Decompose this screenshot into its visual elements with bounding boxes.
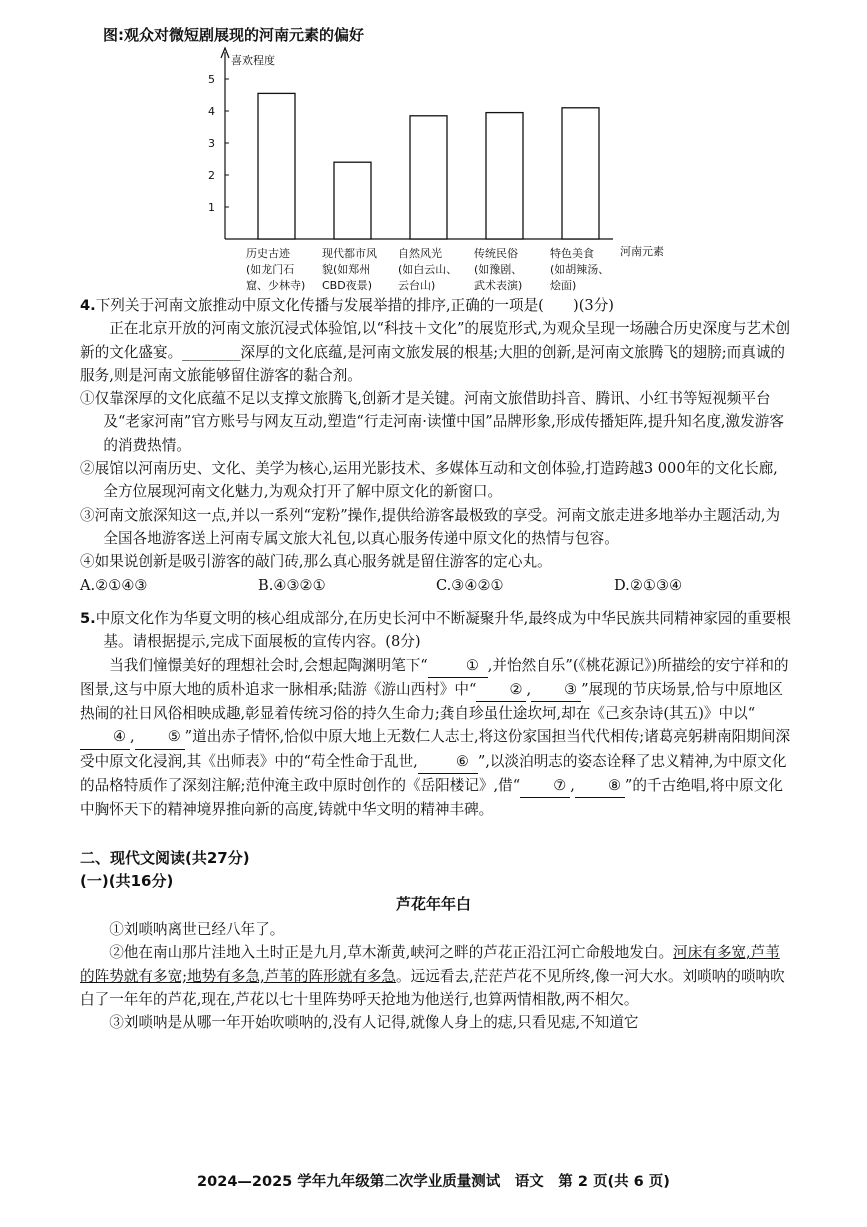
passage-text: 。远远看去,茫茫芦花不见所终,像一河大水。刘唢呐的唢呐吹白了一年年的芦花,现在,芦花以七十里阵势呼天抢地为他送行,也算两情相散,两不相欠。 <box>80 967 785 1008</box>
bar <box>410 116 447 239</box>
passage-title: 芦花年年白 <box>395 895 471 913</box>
y-tick-label: 2 <box>208 169 215 182</box>
x-tick-label: 窟、少林寺) <box>246 279 306 292</box>
x-tick-label: 云台山) <box>398 279 436 292</box>
blank-6[interactable]: ⑥ <box>418 750 478 774</box>
blank-4[interactable]: ④ <box>80 725 130 749</box>
passage-text: ”展现的节庆场景,恰与中原地区热闹的社日风俗相映成趣,彰显着传统习俗的持久生命力;龚自珍虽仕途坎坷,却在《己亥杂诗(其五)》中以“ <box>80 680 783 723</box>
x-tick-label: 武术表演) <box>474 279 523 292</box>
passage-text: 当我们憧憬美好的理想社会时,会想起陶渊明笔下“ <box>109 656 428 674</box>
bar <box>334 162 371 239</box>
choice-d[interactable]: D.②①③④ <box>614 576 683 594</box>
passage-text: ,并怡然自乐”(《桃花源记》)所描绘的安宁祥和的图景,这与中原大地的质朴追求一脉相承;陆游《游山西村》中“ <box>80 656 789 698</box>
question-5 <box>80 607 792 822</box>
x-tick-label: (如白云山、 <box>398 263 458 276</box>
bar <box>258 93 295 239</box>
x-tick-label: 貌(如郑州 <box>322 263 371 276</box>
paragraph-1: ①刘唢呐离世已经八年了。 <box>109 921 285 938</box>
blank-8[interactable]: ⑧ <box>575 774 625 798</box>
choice-a[interactable]: A.②①④③ <box>80 576 148 594</box>
choice-c[interactable]: C.③④②① <box>436 576 504 594</box>
x-tick-label: 烩面) <box>550 279 577 292</box>
question-number: 5. <box>80 610 96 627</box>
passage-text: ②他在南山那片洼地入土时正是九月,草木渐黄,峡河之畔的芦花正沿江河亡命般地发白。 <box>109 944 674 962</box>
passage-text: ”,以淡泊明志的姿态诠释了忠义精神,为中原文化的品格特质作了深刻注解;范仲淹主政中原时创作的《岳阳楼记》,借“ <box>80 752 787 795</box>
x-tick-label: CBD夜景) <box>322 279 372 292</box>
subsection-heading: (一)(共16分) <box>80 872 174 890</box>
bar <box>562 108 599 239</box>
y-tick-label: 3 <box>208 137 215 150</box>
x-tick-label: 特色美食 <box>550 247 594 260</box>
x-tick-label: 历史古迹 <box>246 247 290 260</box>
reading-passage <box>80 918 792 1034</box>
y-tick-label: 5 <box>208 73 215 86</box>
answer-choices <box>80 574 792 597</box>
bar <box>486 113 523 239</box>
sentence-4: ④如果说创新是吸引游客的敲门砖,那么真心服务就是留住游客的定心丸。 <box>80 553 552 571</box>
question-stem: 下列关于河南文旅推动中原文化传播与发展举措的排序,正确的一项是( )(3分) <box>95 297 614 314</box>
blank-2[interactable]: ② <box>476 678 526 702</box>
question-stem: 中原文化作为华夏文明的核心组成部分,在历史长河中不断凝聚升华,最终成为中华民族共同精神家园的重要根基。请根据提示,完成下面展板的宣传内容。(8分) <box>95 610 791 651</box>
passage-text: ”的千古绝唱,将中原文化中胸怀天下的精神境界推向新的高度,铸就中华文明的精神丰碑。 <box>80 777 783 819</box>
y-axis-label: 喜欢程度 <box>231 54 275 67</box>
question-number: 4. <box>80 297 96 314</box>
sentence-3: ③河南文旅深知这一点,并以一系列“宠粉”操作,提供给游客最极致的享受。河南文旅走进多地举办主题活动,为全国各地游客送上河南专属文旅大礼包,以真心服务传递中原文化的热情与包容。 <box>80 506 781 547</box>
blank-7[interactable]: ⑦ <box>520 774 570 798</box>
x-tick-label: 现代都市风 <box>322 247 377 260</box>
x-tick-label: (如龙门石 <box>246 263 295 276</box>
sentence-1: ①仅靠深厚的文化底蕴不足以支撑文旅腾飞,创新才是关键。河南文旅借助抖音、腾讯、小红书等短视频平台及“老家河南”官方账号与网友互动,塑造“行走河南·读懂中国”品牌形象,形成传播矩阵,提升知名度,激发游客的消费热情。 <box>80 390 784 454</box>
passage-text: , <box>570 777 575 795</box>
passage-text: , <box>130 728 135 746</box>
x-tick-label: (如胡辣汤、 <box>550 263 610 276</box>
y-tick-label: 4 <box>208 105 215 118</box>
paragraph-3: ③刘唢呐是从哪一年开始吹唢呐的,没有人记得,就像人身上的痣,只看见痣,不知道它 <box>109 1014 639 1032</box>
x-tick-label: 传统民俗 <box>474 247 518 260</box>
x-tick-label: (如豫剧、 <box>474 263 523 276</box>
section-heading: 二、现代文阅读(共27分) <box>80 849 250 867</box>
y-tick-label: 1 <box>208 201 215 214</box>
x-axis-label: 河南元素 <box>620 245 664 258</box>
bar-chart <box>195 42 685 292</box>
x-tick-label: 自然风光 <box>398 247 442 260</box>
question-4 <box>80 294 792 597</box>
fill-in-passage <box>80 654 792 822</box>
choice-b[interactable]: B.④③②① <box>258 576 326 594</box>
underlined-sentence: 河床有多宽,芦苇的阵势就有多宽;地势有多急,芦苇的阵形就有多急 <box>80 944 780 985</box>
passage-text: ”道出赤子情怀,恰似中原大地上无数仁人志士,将这份家国担当代代相传;诸葛亮躬耕南阳期间深受中原文化浸润,其《出师表》中的“苟全性命于乱世, <box>80 728 791 770</box>
question-passage: 正在北京开放的河南文旅沉浸式体验馆,以“科技＋文化”的展览形式,为观众呈现一场融合历史深度与艺术创新的文化盛宴。________深厚的文化底蕴,是河南文旅发展的根基;大胆的创新,是河南文旅腾飞的翅膀;而真诚的服务,则是河南文旅能够留住游客的黏合剂。 <box>80 320 791 384</box>
paragraph-2 <box>80 941 792 1011</box>
blank-3[interactable]: ③ <box>531 678 581 702</box>
passage-text: , <box>526 680 532 698</box>
page-footer: 2024—2025 学年九年级第二次学业质量测试 语文 第 2 页(共 6 页) <box>197 1174 670 1190</box>
chart-title: 图:观众对微短剧展现的河南元素的偏好 <box>103 26 365 44</box>
blank-1[interactable]: ① <box>428 654 488 678</box>
sentence-2: ②展馆以河南历史、文化、美学为核心,运用光影技术、多媒体互动和文创体验,打造跨越3 000年的文化长廊,全方位展现河南文化魅力,为观众打开了解中原文化的新窗口。 <box>80 460 778 501</box>
blank-5[interactable]: ⑤ <box>135 725 185 749</box>
